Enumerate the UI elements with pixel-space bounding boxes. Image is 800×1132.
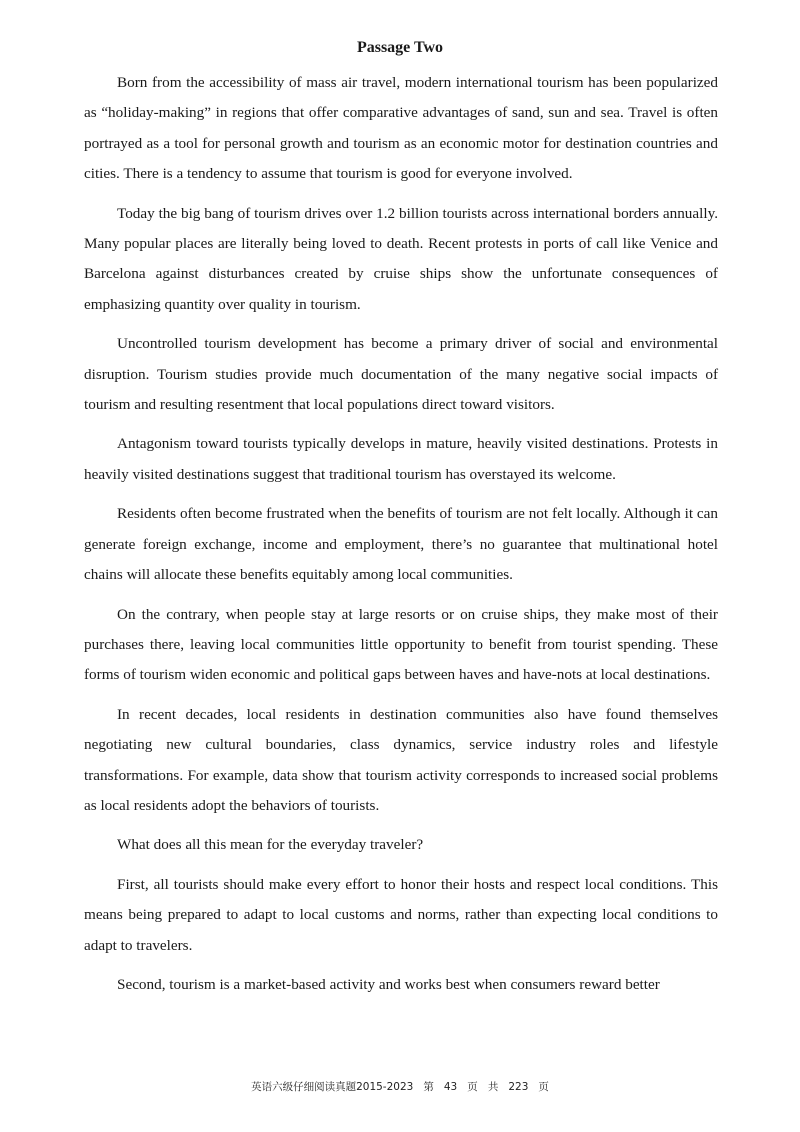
footer-total-prefix: 共 bbox=[487, 1081, 499, 1093]
paragraph-3: Uncontrolled tourism development has become a primary driver of social and environmental disruption. Tourism studies provide much documentation of the many negative social impacts of tourism and resulting resentment that local populations direct toward visitors. bbox=[84, 335, 718, 414]
paragraph-6: On the contrary, when people stay at large resorts or on cruise ships, they make most of their purchases there, leaving local communities little opportunity to benefit from tourist spending. These forms of tourism widen economic and political gaps between haves and have-nots at local destinations. bbox=[84, 605, 718, 684]
paragraph-2: Today the big bang of tourism drives over 1.2 billion tourists across international borders annually. Many popular places are literally being loved to death. Recent protests in ports of call like Venice and Barcelona against disturbances created by cruise ships show the unfortunate consequences of emphasizing quantity over quality in tourism. bbox=[84, 204, 718, 313]
footer-page-number: 43 bbox=[443, 1081, 458, 1093]
footer-page-unit: 页 bbox=[467, 1081, 478, 1093]
paragraph-8: What does all this mean for the everyday traveler? bbox=[117, 836, 424, 854]
page-footer bbox=[0, 1080, 800, 1094]
paragraph-10: Second, tourism is a market-based activity and works best when consumers reward better bbox=[117, 975, 660, 993]
footer-total-pages: 223 bbox=[508, 1081, 529, 1093]
paragraph-7: In recent decades, local residents in destination communities also have found themselves negotiating new cultural boundaries, class dynamics, service industry roles and lifestyle transformations. For example, data show that tourism activity corresponds to increased social problems as local residents adopt the behaviors of tourists. bbox=[84, 705, 718, 814]
footer-source: 英语六级仔细阅读真题2015-2023 bbox=[251, 1081, 414, 1093]
passage-title: Passage Two bbox=[356, 39, 444, 56]
passage-body bbox=[84, 68, 718, 1009]
paragraph-9: First, all tourists should make every effort to honor their hosts and respect local conditions. This means being prepared to adapt to local customs and norms, rather than expecting local conditions to adapt to travelers. bbox=[84, 875, 718, 954]
footer-total-unit: 页 bbox=[538, 1081, 549, 1093]
paragraph-1: Born from the accessibility of mass air travel, modern international tourism has been popularized as “holiday-making” in regions that offer comparative advantages of sand, sun and sea. Travel is often portrayed as a tool for personal growth and tourism as an economic motor for destination countries and cities. There is a tendency to assume that tourism is good for everyone involved. bbox=[84, 74, 718, 183]
footer-page-prefix: 第 bbox=[423, 1081, 434, 1093]
paragraph-4: Antagonism toward tourists typically develops in mature, heavily visited destinations. Protests in heavily visited destinations suggest that traditional tourism has overstayed its welcome. bbox=[84, 435, 718, 483]
paragraph-5: Residents often become frustrated when the benefits of tourism are not felt locally. Although it can generate foreign exchange, income and employment, there’s no guarantee that multinational hotel chains will allocate these benefits equitably among local communities. bbox=[84, 505, 718, 584]
